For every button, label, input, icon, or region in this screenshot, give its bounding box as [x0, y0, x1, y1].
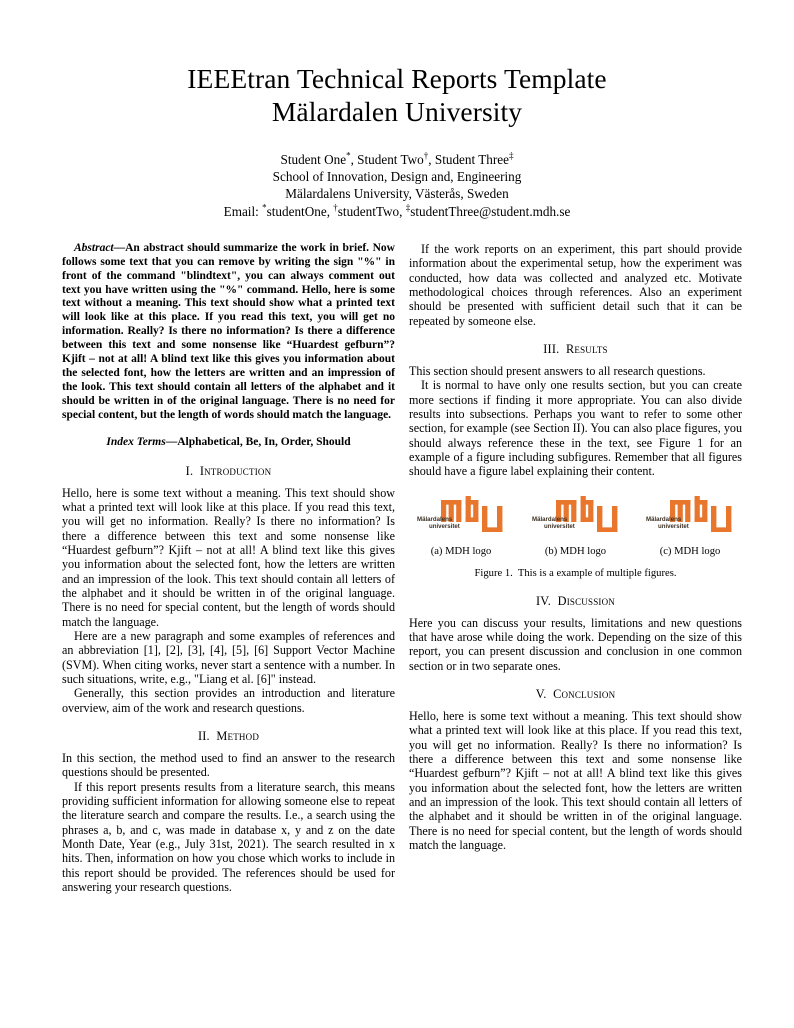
logo-line1: Mälardalens	[417, 515, 453, 523]
author-list: Student One*, Student Two†, Student Three‡	[280, 150, 514, 167]
email-mark-3: ‡	[405, 202, 411, 213]
two-column-body	[0, 242, 794, 895]
logo-line2: universitet	[543, 522, 575, 530]
email-2: studentTwo	[337, 203, 400, 219]
author-mark-2: †	[423, 150, 429, 161]
affiliation-place: Mälardalens University, Västerås, Sweden	[285, 186, 509, 202]
mdu-logo-icon	[528, 496, 624, 540]
intro-paragraph-2: Here are a new paragraph and some examples of references and an abbreviation [1], [2], [3], [4], [5], [6] Support Vector Machine (SVM). When citing works, never start a sentence with a number. In such situations, write, e.g., "Liang et al. [6]" instead.	[62, 628, 395, 686]
intro-paragraph-1: Hello, here is some text without a meaning. This text should show what a printed text will look like at this place. If you read this text, you will get no information. Really? Is there no information? Is there a difference between this text and some nonsense like “Huardest gefburn”? Kjift – not at all! A blind text like this gives you information about the selected font, how the letters are written and an impression of the look. This text should contain all letters of the alphabet and it should be written in of the original language. There is no need for special content, but the length of words should match the language.	[62, 485, 395, 629]
mdu-logo-svg	[642, 496, 738, 540]
figure-caption	[409, 567, 742, 580]
section-heading-results	[409, 342, 742, 357]
subfigure-a	[409, 496, 513, 558]
section-name: Introduction	[199, 463, 272, 478]
email-1: studentOne	[266, 203, 327, 219]
author-name-2: Student Two	[357, 152, 424, 167]
subfigure-row	[409, 496, 742, 558]
logo-line1: Mälardalens	[646, 515, 682, 523]
logo-line1: Mälardalens	[531, 515, 567, 523]
section-number: IV.	[535, 593, 552, 608]
subfigure-caption-b: (b) MDH logo	[544, 545, 607, 557]
logo-line2: universitet	[429, 522, 460, 530]
section-name: Results	[565, 341, 608, 356]
conclusion-paragraph-1: Hello, here is some text without a meaning. This text should show what a printed text will look like at this place. If you read this text, you will get no information. Really? Is there no information? Is there a difference between this text and some nonsense like “Huardest gefburn”? Kjift – not at all! A blind text like this gives you information about the selected font, how the letters are written and an impression of the look. This text should contain all letters of the alphabet and it should be written in of the original language. There is no need for special content, but the length of words should match the language.	[409, 709, 742, 853]
mdu-logo-svg	[528, 496, 624, 540]
author-mark-3: ‡	[508, 150, 514, 161]
abstract-text: An abstract should summarize the work in brief. Now follows some text that you can remove by writing the sign "%" in front of the command "blindtext", you can always comment out text you have written using the "%" command. Hello, here is some text without a meaning. This text should show what a printed text will look like at this place. If you read this text, you will get no information. Really? Is there no information? Is there a difference between this text and some nonsense like “Huardest gefburn”? Kjift – not at all! A blind text like this gives you information about the selected font, how the letters are written and an impression of the look. This text should contain all letters of the alphabet and it should be written in of the original language. There is no need for special content, but the length of words should match the language.	[62, 241, 395, 421]
email-line: Email: *studentOne, †studentTwo, ‡studentThree@student.mdh.se	[223, 202, 571, 219]
email-label: Email:	[223, 203, 259, 219]
section-name: Method	[216, 729, 260, 743]
right-column	[409, 242, 742, 895]
section-heading-conclusion	[409, 687, 742, 702]
index-terms-text: Alphabetical, Be, In, Order, Should	[177, 435, 351, 448]
affiliation-school: School of Innovation, Design and, Engineering	[272, 169, 522, 185]
title-block	[0, 0, 794, 220]
index-terms-lead: Index Terms	[106, 435, 166, 448]
section-name: Conclusion	[553, 687, 616, 701]
author-mark-1: *	[346, 150, 351, 161]
subfigure-b	[524, 496, 628, 558]
method-paragraph-2: If this report presents results from a literature search, this means providing sufficient information for allowing someone else to repeat the literature search and compare the results. I.e., a search using the phrases a, b, and c, was made in database x, y and z on the date Month Date, Year (e.g., July 31st, 2021). The search resulted in x hits. Then, information on how you chose which works to include in this report should be provided. The references should be used for answering your research questions.	[62, 779, 395, 895]
discussion-paragraph-1: Here you can discuss your results, limitations and new questions that have arose while doing the work. Depending on the size of this report, you can present discussion and conclusion in one common section or in two separate ones.	[409, 615, 742, 673]
mdu-logo-svg	[413, 496, 509, 540]
email-mark-2: †	[333, 202, 338, 213]
email-mark-1: *	[262, 202, 267, 213]
author-block	[70, 151, 724, 220]
section-number: I.	[185, 463, 194, 478]
section-number: III.	[543, 341, 560, 356]
author-name-3: Student Three	[434, 152, 509, 167]
section-heading-method	[62, 729, 395, 744]
figure-caption-lead: Figure 1.	[474, 567, 513, 579]
intro-paragraph-3: Generally, this section provides an introduction and literature overview, aim of the work and research questions.	[62, 686, 395, 715]
logo-line2: universitet	[658, 522, 689, 530]
mdu-logo-icon	[642, 496, 738, 540]
mdu-logo-icon	[413, 496, 509, 540]
section-heading-discussion	[409, 594, 742, 609]
section-number: II.	[197, 729, 210, 743]
method-paragraph-3: If the work reports on an experiment, this part should provide information about the experimental setup, how the experiment was conducted, how data was collected and analyzed etc. Motivate methodological choices through references. Also an experiment should be presented with sufficient detail such that it can be repeated by someone else.	[409, 241, 742, 328]
index-terms-dash: —	[165, 435, 178, 448]
abstract-paragraph	[62, 242, 395, 423]
section-name: Discussion	[557, 593, 616, 608]
results-paragraph-2: It is normal to have only one results section, but you can create more sections if finding it more appropriate. You can also divide results into subsections. Perhaps you want to refer to some other section, for example (see Section II). You can also place figures, you should always reference these in the text, see Figure 1 for an example of a figure including subfigures. Remember that all figures should have a figure label explaining their content.	[409, 378, 742, 479]
subfigure-caption-c: (c) MDH logo	[659, 545, 721, 557]
results-paragraph-1: This section should present answers to all research questions.	[409, 363, 706, 378]
section-number: V.	[535, 687, 547, 701]
page-title-line1: IEEEtran Technical Reports Template	[187, 63, 607, 94]
figure-caption-text: This is a example of multiple figures.	[517, 567, 677, 579]
page-title-line2: Mälardalen University	[271, 96, 523, 127]
subfigure-caption-a: (a) MDH logo	[430, 545, 492, 557]
left-column	[62, 242, 395, 895]
email-3: studentThree@student.mdh.se	[410, 203, 571, 219]
subfigure-c	[638, 496, 742, 558]
index-terms	[62, 436, 395, 450]
section-heading-introduction	[62, 464, 395, 479]
method-paragraph-1: In this section, the method used to find an answer to the research questions should be presented.	[62, 751, 395, 780]
abstract-lead: Abstract	[74, 241, 114, 254]
author-name-1: Student One	[280, 152, 347, 167]
abstract-dash: —	[113, 241, 126, 254]
figure-1	[409, 496, 742, 580]
